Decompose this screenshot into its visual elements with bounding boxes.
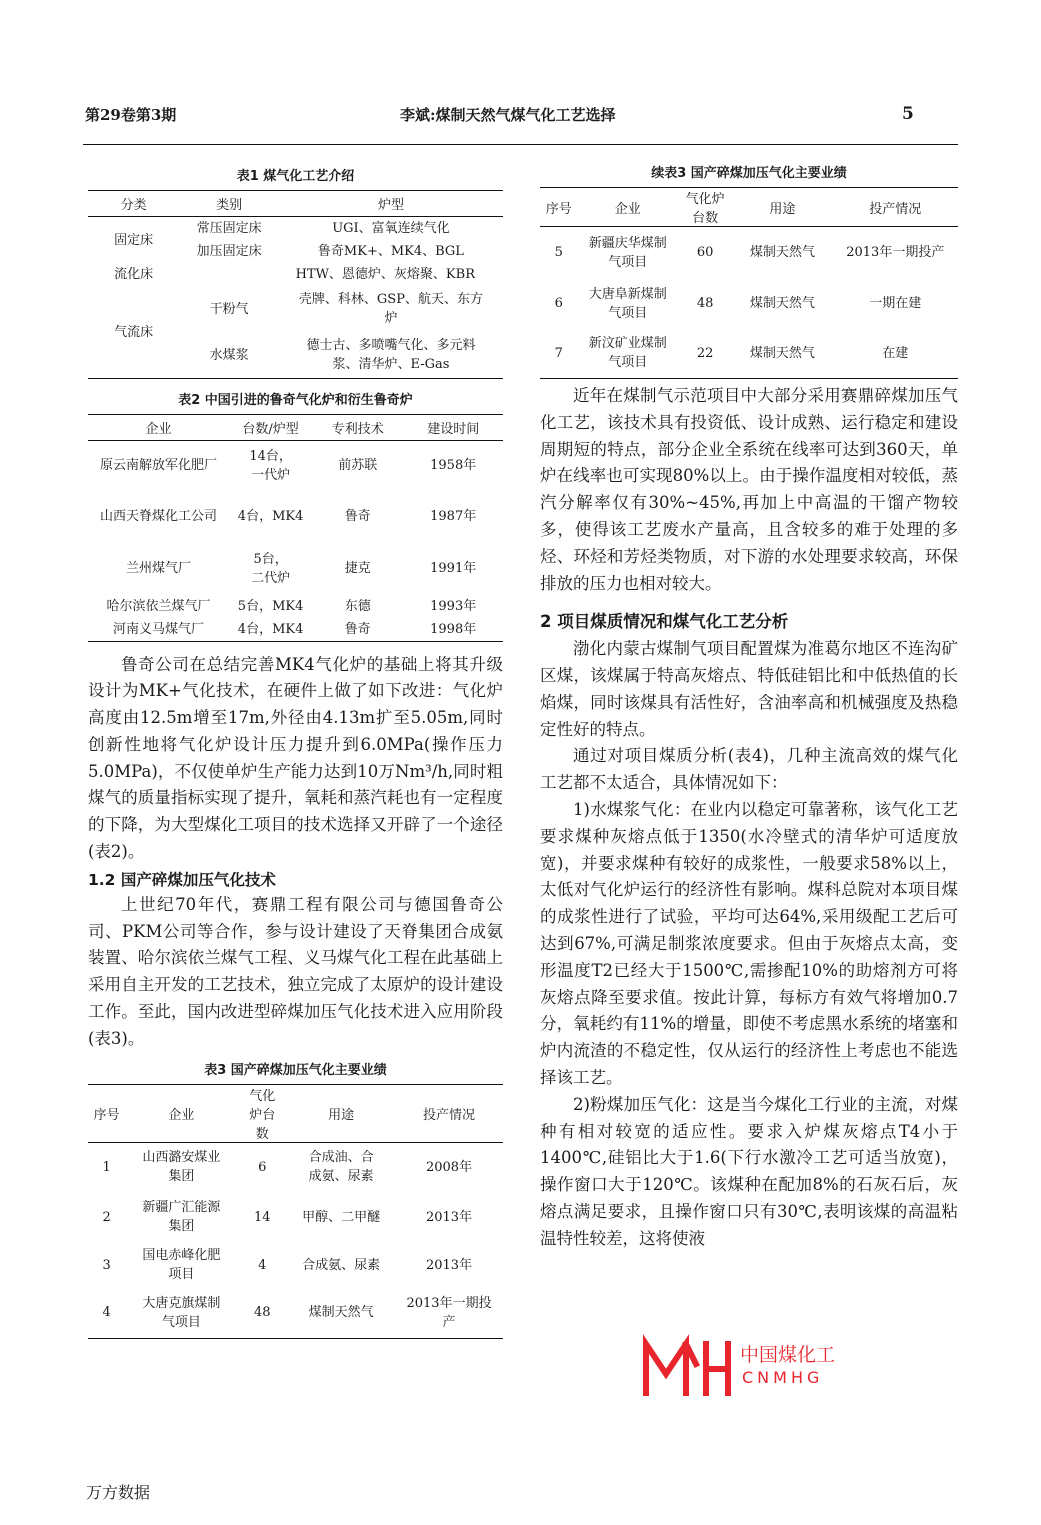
table-cell: 大唐阜新煤制气项目 bbox=[588, 286, 667, 321]
table-cell: UGI、富氧连续气化 bbox=[332, 221, 450, 236]
table-cell: 60 bbox=[696, 245, 714, 261]
table3-header: 用途 bbox=[287, 1084, 395, 1142]
table-cell: 1 bbox=[102, 1159, 111, 1175]
table-cell: 14 bbox=[254, 1209, 271, 1225]
table-cell: 6 bbox=[554, 296, 563, 311]
table1-header: 类别 bbox=[179, 191, 279, 217]
table-cell: 2013年 bbox=[425, 1257, 473, 1273]
table-cell: 48 bbox=[254, 1305, 271, 1321]
table-cell: 新汶矿业煤制气项目 bbox=[588, 336, 667, 371]
journal-volume: 第29卷第3期 bbox=[85, 106, 177, 124]
table3-header: 企业 bbox=[125, 1084, 237, 1142]
table2-header: 台数/炉型 bbox=[229, 415, 312, 441]
table3 bbox=[88, 1084, 503, 1339]
table-cell: 1987年 bbox=[430, 509, 477, 524]
table-cell: 捷克 bbox=[344, 561, 371, 576]
table-cell: 2013年 bbox=[425, 1209, 473, 1225]
table-cell: 煤制天然气 bbox=[308, 1305, 374, 1321]
table-cell: 原云南解放军化肥厂 bbox=[100, 458, 218, 474]
table-row bbox=[88, 491, 503, 543]
table-cell: 鲁奇 bbox=[344, 621, 371, 637]
table-cell: 国电赤峰化肥项目 bbox=[142, 1248, 221, 1283]
table-cell: 1958年 bbox=[430, 458, 477, 474]
table-cell: 4 bbox=[258, 1257, 267, 1273]
table2-caption: 表2 中国引进的鲁奇气化炉和衍生鲁奇炉 bbox=[178, 393, 413, 408]
table-cell: 48 bbox=[696, 296, 714, 311]
table-cell: 14台，一代炉 bbox=[249, 448, 292, 483]
table3-header: 气化炉台数 bbox=[237, 1084, 287, 1142]
table1-header: 分类 bbox=[88, 191, 179, 217]
table3-header: 投产情况 bbox=[395, 1084, 503, 1142]
table-row bbox=[88, 1192, 503, 1242]
table-cell: 22 bbox=[696, 345, 714, 361]
table-cell: 常压固定床 bbox=[196, 221, 262, 236]
table3b-header: 用途 bbox=[732, 188, 832, 227]
page-number: 5 bbox=[902, 104, 914, 124]
section-heading: 2 项目煤质情况和煤气化工艺分析 bbox=[540, 612, 789, 632]
table3b-header: 投产情况 bbox=[833, 188, 958, 227]
table-cell: 水煤浆 bbox=[209, 347, 249, 363]
table2-header: 专利技术 bbox=[312, 415, 403, 441]
table1 bbox=[88, 190, 503, 379]
paragraph: 上世纪70年代，赛鼎工程有限公司与德国鲁奇公司、PKM公司等合作，参与设计建设了天脊集团合成氨装置、哈尔滨依兰煤气工程、义马煤气化工程在此基础上采用自主开发的工艺技术，独立完成了太原炉的设计建设工作。至此，国内改进型碎煤加压气化技术进入应用阶段(表3)。 bbox=[88, 894, 503, 1048]
table-cell: 加压固定床 bbox=[196, 244, 262, 259]
table-row bbox=[88, 618, 503, 642]
table-cell: 大唐克旗煤制气项目 bbox=[142, 1295, 221, 1330]
table-row bbox=[88, 217, 503, 241]
watermark-en: CNMHG bbox=[742, 1368, 824, 1387]
table-row bbox=[88, 441, 503, 491]
table-row bbox=[88, 286, 503, 332]
table-cell: 煤制天然气 bbox=[749, 245, 815, 261]
table-row bbox=[88, 1142, 503, 1192]
paragraph: 1)水煤浆气化：在业内以稳定可靠著称，该气化工艺要求煤种灰熔点低于1350(水冷壁式的清华炉可适度放宽)，并要求煤种有较好的成浆性，一般要求58%以上，太低对气化炉运行的经济性有影响。煤科总院对本项目煤的成浆性进行了试验，平均可达64%,采用级配工艺后可达到67%,可满足制浆浓度要求。但由于灰熔点太高，变形温度T2已经大于1500℃,需掺配10%的助熔剂方可将灰熔点降至要求值。按此计算，每标方有效气将增加0.7分，氧耗约有11%的增量，即使不考虑黑水系统的堵塞和炉内流渣的不稳定性，仅从运行的经济性上考虑也不能选择该工艺。 bbox=[540, 799, 958, 1087]
table3-continued bbox=[540, 187, 958, 379]
table-cell: 1998年 bbox=[430, 621, 477, 637]
table-cell: 煤制天然气 bbox=[749, 345, 815, 361]
table3-header: 序号 bbox=[88, 1084, 125, 1142]
table-cell: 1993年 bbox=[430, 598, 477, 614]
table-row bbox=[88, 595, 503, 618]
table3b-caption: 续表3 国产碎煤加压气化主要业绩 bbox=[651, 166, 847, 181]
table1-group: 气流床 bbox=[114, 324, 154, 340]
table-cell: 哈尔滨依兰煤气厂 bbox=[106, 598, 211, 614]
section-heading: 1.2 国产碎煤加压气化技术 bbox=[88, 870, 276, 889]
table2 bbox=[88, 414, 503, 642]
table-row bbox=[540, 279, 958, 329]
paragraph: 渤化内蒙古煤制气项目配置煤为准葛尔地区不连沟矿区煤，该煤属于特高灰熔点、特低硅铝比和中低热值的长焰煤，同时该煤具有活性好，含油率高和机械强度及热稳定性好的特点。 bbox=[540, 639, 958, 739]
paragraph: 鲁奇公司在总结完善MK4气化炉的基础上将其升级设计为MK+气化技术，在硬件上做了如下改进：气化炉高度由12.5m增至17m,外径由4.13m扩至5.05m,同时创新性地将气化炉设计压力提升到6.0MPa(操作压力5.0MPa)，不仅使单炉生产能力达到10万Nm³/h,同时粗煤气的质量指标实现了提升，氧耗和蒸汽耗也有一定程度的下降，为大型煤化工项目的技术选择又开辟了一个途径(表2)。 bbox=[88, 654, 503, 862]
table1-caption: 表1 煤气化工艺介绍 bbox=[236, 169, 355, 184]
footer-source: 万方数据 bbox=[86, 1483, 151, 1502]
table-cell: 干粉气 bbox=[209, 301, 249, 317]
table-cell: 鲁奇 bbox=[344, 509, 371, 524]
paragraph: 近年在煤制气示范项目中大部分采用赛鼎碎煤加压气化工艺，该技术具有投资低、设计成熟、运行稳定和建设周期短的特点，部分企业全系统在线率可达到360天，单炉在线率也可实现80%以上。由于操作温度相对较低，蒸汽分解率仅有30%~45%,再加上中高温的干馏产物较多，使得该工艺废水产量高，且含较多的难于处理的多烃、环烃和芳烃类物质，对下游的水处理要求较高，环保排放的压力也相对较大。 bbox=[540, 386, 958, 593]
watermark-cn: 中国煤化工 bbox=[740, 1344, 836, 1366]
header-rule bbox=[83, 144, 958, 145]
table-row bbox=[540, 329, 958, 379]
table-cell: 德士古、多喷嘴气化、多元料浆、清华炉、E-Gas bbox=[306, 338, 476, 372]
table-cell: 1991年 bbox=[430, 561, 477, 576]
table-cell: 5台，二代炉 bbox=[251, 551, 291, 586]
table-cell: 2 bbox=[102, 1209, 111, 1225]
table-cell: 壳牌、科林、GSP、航天、东方炉 bbox=[298, 292, 483, 326]
watermark-logo bbox=[640, 1334, 850, 1396]
table-cell: 2008年 bbox=[425, 1159, 473, 1175]
table3b-header: 气化炉台数 bbox=[678, 188, 732, 227]
table3b-header: 序号 bbox=[540, 188, 578, 227]
table-cell: 山西潞安煤业集团 bbox=[142, 1150, 221, 1185]
table-cell: 兰州煤气厂 bbox=[126, 561, 192, 576]
table-cell: 新疆广汇能源集团 bbox=[142, 1200, 221, 1235]
table-cell: 前苏联 bbox=[338, 458, 378, 474]
table-cell: 2013年一期投产 bbox=[406, 1295, 492, 1330]
table-cell: 2013年一期投产 bbox=[846, 245, 945, 261]
table3-caption: 表3 国产碎煤加压气化主要业绩 bbox=[204, 1062, 387, 1078]
running-title: 李斌:煤制天然气煤气化工艺选择 bbox=[400, 106, 616, 124]
table1-group: 流化床 bbox=[114, 267, 154, 282]
table-row bbox=[88, 1242, 503, 1288]
table-row bbox=[88, 263, 503, 286]
table-row bbox=[88, 1288, 503, 1338]
table-cell: 5台，MK4 bbox=[237, 598, 304, 614]
table-cell: 3 bbox=[102, 1257, 111, 1273]
table-cell: 山西天脊煤化工公司 bbox=[100, 509, 218, 524]
left-column bbox=[88, 165, 503, 1339]
table-cell: 河南义马煤气厂 bbox=[113, 621, 205, 637]
table-row bbox=[540, 227, 958, 279]
table-cell: 东德 bbox=[344, 598, 371, 614]
table3b-header: 企业 bbox=[578, 188, 678, 227]
table-cell: 合成氨、尿素 bbox=[302, 1257, 381, 1273]
right-column bbox=[540, 162, 958, 1253]
table-cell: 4台，MK4 bbox=[237, 621, 304, 637]
table-cell: 鲁奇MK+、MK4、BGL bbox=[317, 244, 464, 259]
paragraph: 2)粉煤加压气化：这是当今煤化工行业的主流，对煤种有相对较宽的适应性。要求入炉煤灰熔点T4小于1400℃,硅铝比大于1.6(下行水激冷工艺可适当放宽)，操作窗口大于120℃。该煤种在配加8%的石灰石后，灰熔点满足要求，且操作窗口只有30℃,表明该煤的高温粘温特性较差，这将使液 bbox=[540, 1094, 958, 1248]
table-cell: 新疆庆华煤制气项目 bbox=[588, 235, 667, 270]
table-cell: 甲醇、二甲醚 bbox=[302, 1209, 381, 1225]
table-cell: 在建 bbox=[882, 345, 909, 361]
table-cell: 7 bbox=[554, 345, 563, 361]
table-cell: HTW、恩德炉、灰熔聚、KBR bbox=[295, 267, 475, 282]
table-cell: 煤制天然气 bbox=[749, 296, 815, 311]
table-cell: 一期在建 bbox=[869, 296, 922, 311]
table2-header: 建设时间 bbox=[403, 415, 503, 441]
table-cell: 合成油、合成氨、尿素 bbox=[308, 1150, 374, 1185]
table1-header: 炉型 bbox=[279, 191, 503, 217]
table-cell: 5 bbox=[554, 245, 563, 261]
table1-group: 固定床 bbox=[114, 232, 154, 248]
table-cell: 6 bbox=[258, 1159, 267, 1175]
table2-header: 企业 bbox=[88, 415, 229, 441]
table-cell: 4 bbox=[102, 1305, 111, 1321]
table-row bbox=[88, 543, 503, 595]
paragraph: 通过对项目煤质分析(表4)，几种主流高效的煤气化工艺都不太适合，具体情况如下： bbox=[540, 746, 958, 793]
table-cell: 4台，MK4 bbox=[237, 509, 304, 524]
